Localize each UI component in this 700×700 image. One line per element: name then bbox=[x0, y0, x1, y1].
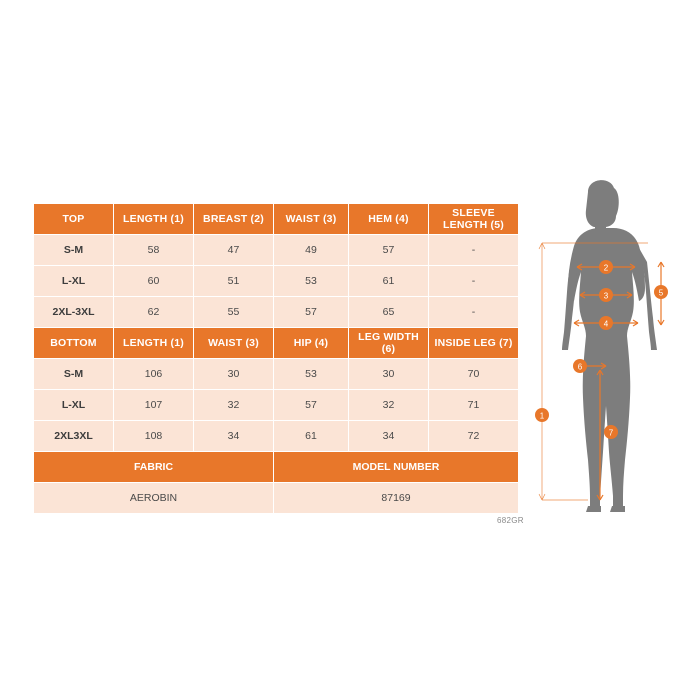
top-table-header-row bbox=[34, 204, 519, 235]
top-row-2-value-0: 62 bbox=[114, 297, 194, 328]
size-table bbox=[33, 203, 519, 514]
top-header-cell-3: WAIST (3) bbox=[274, 204, 349, 235]
bottom-row-1-value-3: 32 bbox=[349, 390, 429, 421]
top-row-1-value-4: - bbox=[429, 266, 519, 297]
top-row-0-value-1: 47 bbox=[194, 235, 274, 266]
top-row-1-value-2: 53 bbox=[274, 266, 349, 297]
bottom-header-cell-5: INSIDE LEG (7) bbox=[429, 328, 519, 359]
bottom-row-2-value-1: 34 bbox=[194, 421, 274, 452]
bottom-row-label-1: L-XL bbox=[34, 390, 114, 421]
bottom-header-cell-4: LEG WIDTH (6) bbox=[349, 328, 429, 359]
top-header-cell-0: TOP bbox=[34, 204, 114, 235]
top-header-cell-2: BREAST (2) bbox=[194, 204, 274, 235]
measurement-figure bbox=[528, 170, 688, 520]
top-row-0-value-4: - bbox=[429, 235, 519, 266]
fabric-header: FABRIC bbox=[34, 452, 274, 483]
bottom-row-1-value-2: 57 bbox=[274, 390, 349, 421]
top-row-2-value-2: 57 bbox=[274, 297, 349, 328]
bottom-header-cell-0: BOTTOM bbox=[34, 328, 114, 359]
bottom-row-2-value-2: 61 bbox=[274, 421, 349, 452]
svg-text:7: 7 bbox=[608, 428, 614, 438]
bottom-row-2-value-0: 108 bbox=[114, 421, 194, 452]
top-row-0-value-3: 57 bbox=[349, 235, 429, 266]
model-number-header: MODEL NUMBER bbox=[274, 452, 519, 483]
table-row bbox=[34, 235, 519, 266]
svg-text:6: 6 bbox=[577, 362, 583, 372]
top-row-1-value-3: 61 bbox=[349, 266, 429, 297]
table-row bbox=[34, 421, 519, 452]
top-row-label-2: 2XL-3XL bbox=[34, 297, 114, 328]
bottom-header-cell-3: HIP (4) bbox=[274, 328, 349, 359]
footer-value-row bbox=[34, 483, 519, 514]
bottom-header-cell-1: LENGTH (1) bbox=[114, 328, 194, 359]
bottom-table-header-row bbox=[34, 328, 519, 359]
top-row-0-value-2: 49 bbox=[274, 235, 349, 266]
top-row-2-value-1: 55 bbox=[194, 297, 274, 328]
top-row-2-value-3: 65 bbox=[349, 297, 429, 328]
bottom-row-1-value-4: 71 bbox=[429, 390, 519, 421]
female-silhouette-icon bbox=[562, 180, 657, 512]
bottom-row-0-value-4: 70 bbox=[429, 359, 519, 390]
bottom-header-cell-2: WAIST (3) bbox=[194, 328, 274, 359]
bottom-row-1-value-0: 107 bbox=[114, 390, 194, 421]
top-row-0-value-0: 58 bbox=[114, 235, 194, 266]
top-row-1-value-0: 60 bbox=[114, 266, 194, 297]
table-row bbox=[34, 359, 519, 390]
top-row-label-1: L-XL bbox=[34, 266, 114, 297]
top-row-label-0: S-M bbox=[34, 235, 114, 266]
top-header-cell-4: HEM (4) bbox=[349, 204, 429, 235]
fabric-value: AEROBIN bbox=[34, 483, 274, 514]
bottom-row-0-value-3: 30 bbox=[349, 359, 429, 390]
measurement-tables bbox=[33, 203, 518, 514]
table-row bbox=[34, 390, 519, 421]
footer-header-row bbox=[34, 452, 519, 483]
svg-text:2: 2 bbox=[603, 263, 609, 273]
bottom-row-0-value-0: 106 bbox=[114, 359, 194, 390]
product-code: 682GR bbox=[497, 516, 524, 525]
bottom-row-0-value-1: 30 bbox=[194, 359, 274, 390]
top-row-2-value-4: - bbox=[429, 297, 519, 328]
bottom-row-label-0: S-M bbox=[34, 359, 114, 390]
bottom-row-label-2: 2XL3XL bbox=[34, 421, 114, 452]
bottom-row-2-value-3: 34 bbox=[349, 421, 429, 452]
bottom-row-2-value-4: 72 bbox=[429, 421, 519, 452]
top-header-cell-1: LENGTH (1) bbox=[114, 204, 194, 235]
table-row bbox=[34, 297, 519, 328]
svg-text:3: 3 bbox=[603, 291, 609, 301]
svg-text:1: 1 bbox=[539, 411, 545, 421]
svg-text:4: 4 bbox=[603, 319, 609, 329]
svg-text:5: 5 bbox=[658, 288, 664, 298]
table-row bbox=[34, 266, 519, 297]
bottom-row-1-value-1: 32 bbox=[194, 390, 274, 421]
model-number-value: 87169 bbox=[274, 483, 519, 514]
bottom-row-0-value-2: 53 bbox=[274, 359, 349, 390]
top-header-cell-5: SLEEVE LENGTH (5) bbox=[429, 204, 519, 235]
top-row-1-value-1: 51 bbox=[194, 266, 274, 297]
